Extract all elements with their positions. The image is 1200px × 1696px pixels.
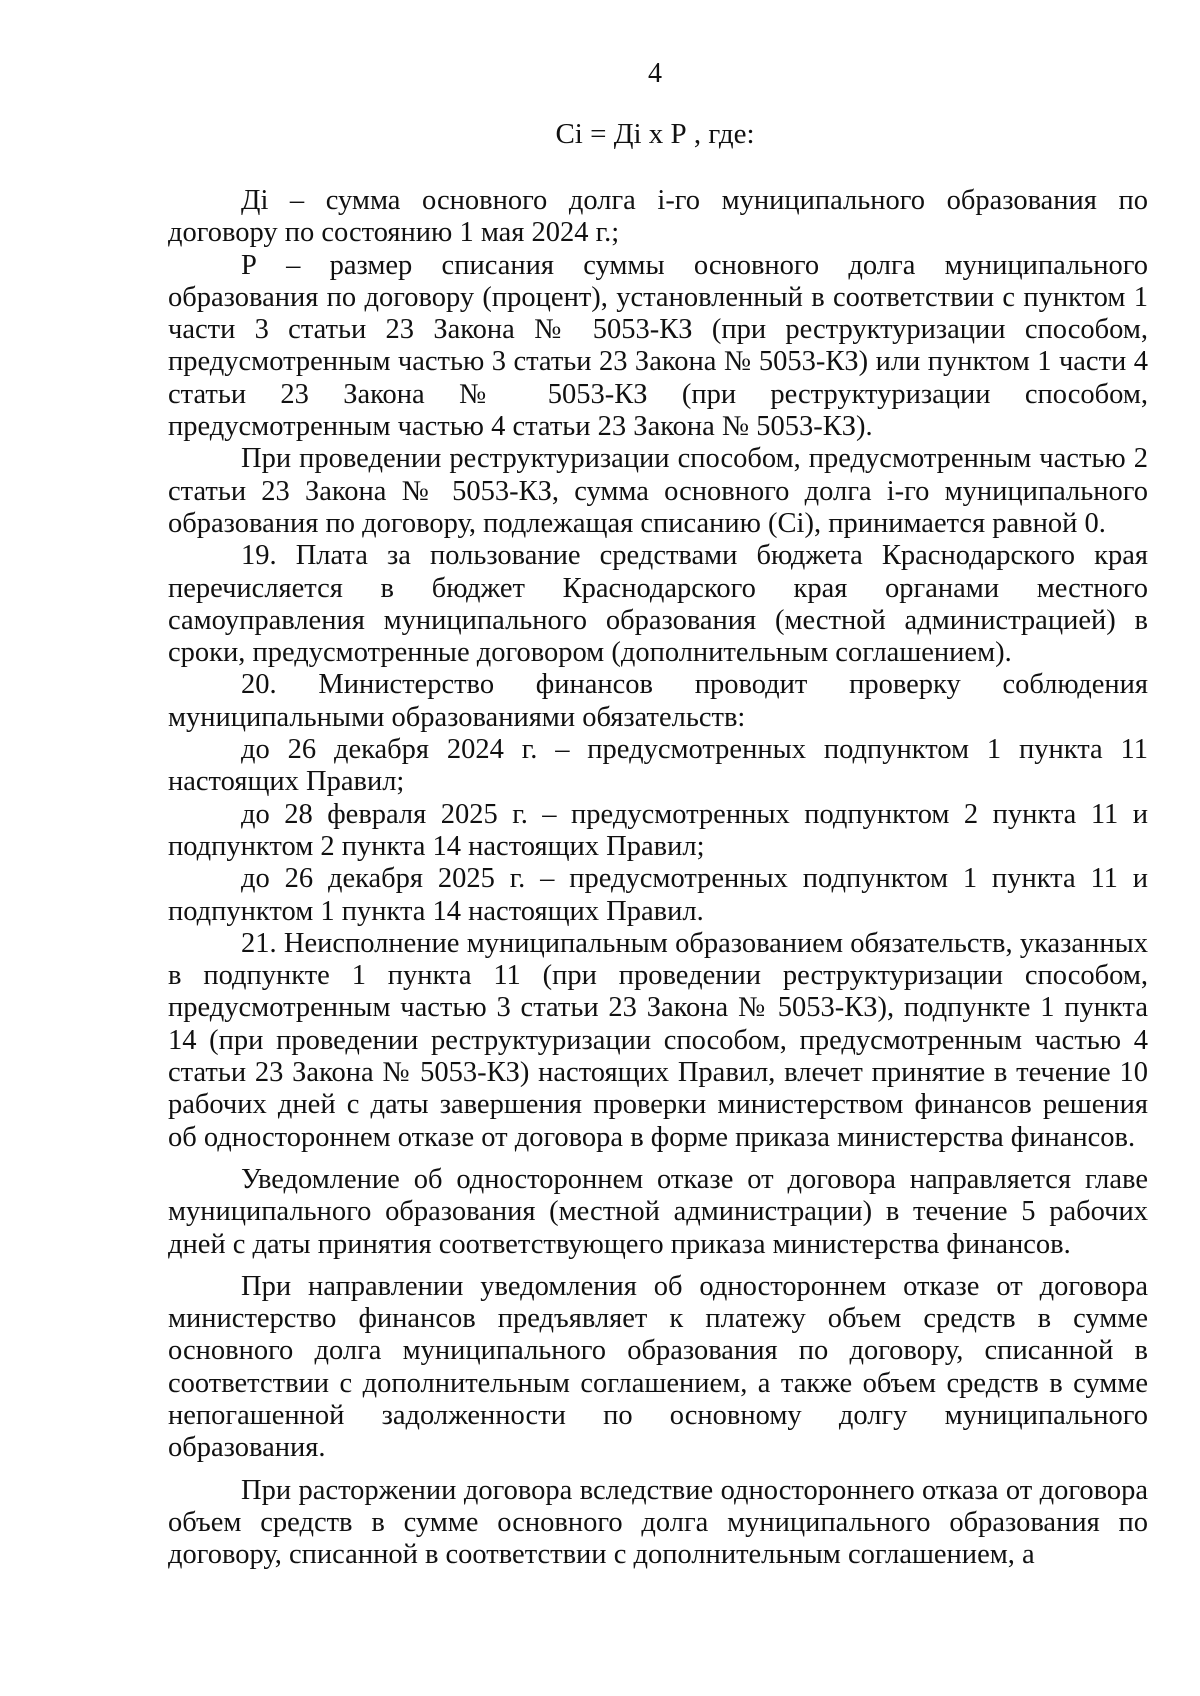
paragraph-payment-claim: При направлении уведомления об одностороннем отказе от договора министерство финансов предъявляет к платежу объем средств в сумме основного долга муниципального образования по договору, списанной в соответствии с дополнительным соглашением, а также объем средств в сумме непогашенной задолженности по основному долгу муниципального образования. <box>168 1270 1148 1464</box>
paragraph-di-definition: Дi – сумма основного долга i-го муниципального образования по договору по состоянию 1 мая 2024 г.; <box>168 185 1148 249</box>
page-number: 4 <box>648 58 662 89</box>
formula-line: Сi = Дi х Р , где: <box>555 118 755 150</box>
paragraph-notification: Уведомление об одностороннем отказе от договора направляется главе муниципального образования (местной администрации) в течение 5 рабочих дней с даты принятия соответствующего приказа министерства финансов. <box>168 1163 1148 1260</box>
paragraph-deadline-feb-2025: до 28 февраля 2025 г. – предусмотренных подпунктом 2 пункта 11 и подпунктом 2 пункта 14 настоящих Правил; <box>168 798 1148 862</box>
document-body <box>168 185 1148 1571</box>
paragraph-clause-20: 20. Министерство финансов проводит проверку соблюдения муниципальными образованиями обязательств: <box>168 669 1148 733</box>
paragraph-deadline-dec-2025: до 26 декабря 2025 г. – предусмотренных подпунктом 1 пункта 11 и подпунктом 1 пункта 14 настоящих Правил. <box>168 863 1148 927</box>
paragraph-p-definition: Р – размер списания суммы основного долга муниципального образования по договору (процент), установленный в соответствии с пунктом 1 части 3 статьи 23 Закона № 5053-КЗ (при реструктуризации способом, предусмотренным частью 3 статьи 23 Закона № 5053-КЗ) или пунктом 1 части 4 статьи 23 Закона № 5053-КЗ (при реструктуризации способом, предусмотренным частью 4 статьи 23 Закона № 5053-КЗ). <box>168 249 1148 443</box>
paragraph-restructuring-part-2: При проведении реструктуризации способом, предусмотренным частью 2 статьи 23 Закона № 5053-КЗ, сумма основного долга i-го муниципального образования по договору, подлежащая списанию (Сi), принимается равной 0. <box>168 443 1148 539</box>
paragraph-deadline-2024: до 26 декабря 2024 г. – предусмотренных подпунктом 1 пункта 11 настоящих Правил; <box>168 734 1148 798</box>
paragraph-termination: При расторжении договора вследствие одностороннего отказа от договора объем средств в сумме основного долга муниципального образования по договору, списанной в соответствии с дополнительным соглашением, а <box>168 1474 1148 1571</box>
paragraph-clause-21: 21. Неисполнение муниципальным образованием обязательств, указанных в подпункте 1 пункта 11 (при проведении реструктуризации способом, предусмотренным частью 3 статьи 23 Закона № 5053-КЗ), подпункте 1 пункта 14 (при проведении реструктуризации способом, предусмотренным частью 4 статьи 23 Закона № 5053-КЗ) настоящих Правил, влечет принятие в течение 10 рабочих дней с даты завершения проверки министерством финансов решения об одностороннем отказе от договора в форме приказа министерства финансов. <box>168 927 1148 1153</box>
paragraph-clause-19: 19. Плата за пользование средствами бюджета Краснодарского края перечисляется в бюджет Краснодарского края органами местного самоуправления муниципального образования (местной администрацией) в сроки, предусмотренные договором (дополнительным соглашением). <box>168 540 1148 669</box>
